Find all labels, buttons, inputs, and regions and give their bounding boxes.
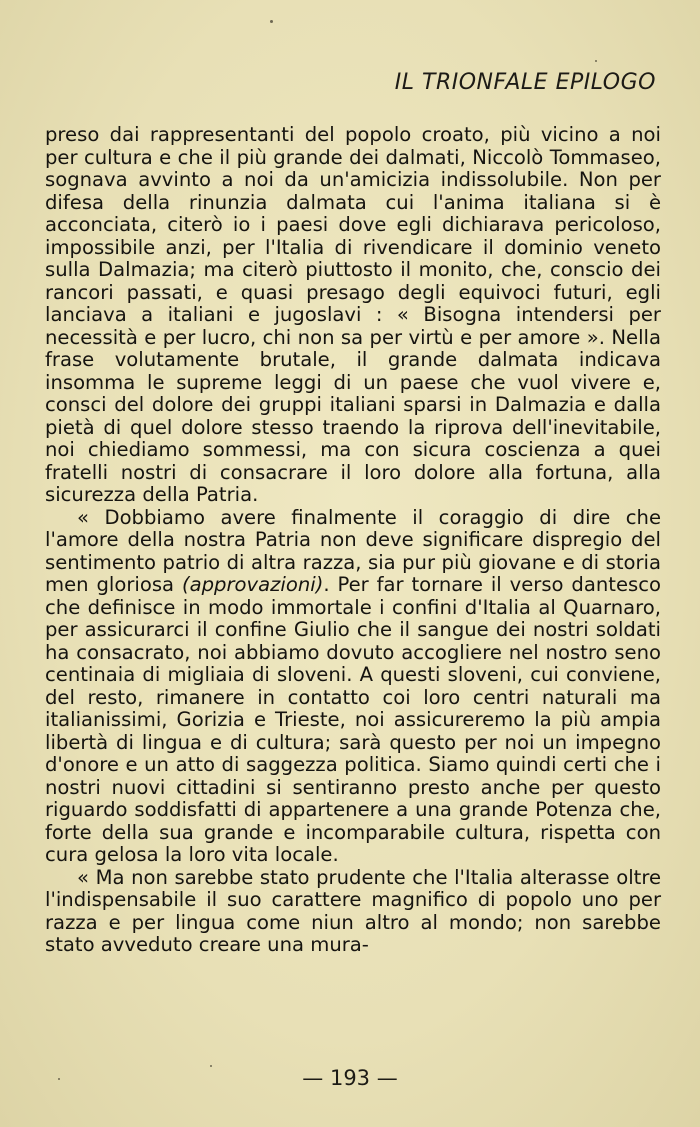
paragraph-2 xyxy=(45,507,661,867)
paragraph-3: « Ma non sarebbe stato prudente che l'Italia alterasse oltre l'indispensabile il suo carattere magnifico di popolo uno per razza e per lingua come niun altro al mondo; non sarebbe stato avveduto creare una mura- xyxy=(45,865,661,956)
paragraph-2-part-1: « Dobbiamo avere finalmente il coraggio di dire che l'amore della nostra Patria non deve significare dispregio del sentimento patrio di altra razza, sia pur più giovane e di storia men gloriosa xyxy=(45,505,661,596)
approvazioni-annotation: (approvazioni) xyxy=(181,573,324,596)
page-number: — 193 — xyxy=(302,1066,398,1090)
print-speck xyxy=(595,60,597,62)
print-speck xyxy=(270,20,273,23)
paragraph-2-part-2: . Per far tornare il verso dantesco che definisce in modo immortale i confini d'Italia al Quarnaro, per assicurarci il confine Giulio che il sangue dei nostri soldati ha consacrato, noi abbiamo dovuto accogliere nel nostro seno centinaia di migliaia di sloveni. A questi sloveni, cui conviene, del resto, rimanere in contatto coi loro centri naturali ma italianissimi, Gorizia e Trieste, noi assicureremo la più ampia libertà di lingua e di cultura; sarà questo per noi un impegno d'onore e un atto di saggezza politica. Siamo quindi certi che i nostri nuovi cittadini si sentiranno presto anche per questo riguardo soddisfatti di appartenere a una grande Potenza che, forte della sua grande e incomparabile cultura, rispetta con cura gelosa la loro vita locale. xyxy=(45,573,661,866)
paragraph-1: preso dai rappresentanti del popolo croato, più vicino a noi per cultura e che il più grande dei dalmati, Niccolò Tommaseo, sognava avvinto a noi da un'amicizia indissolubile. Non per difesa della rinunzia dalmata cui l'anima italiana si è acconciata, citerò io i paesi dove egli dichiarava pericoloso, impossibile anzi, per l'Italia di rivendicare il dominio veneto sulla Dalmazia; ma citerò piuttosto il monito, che, conscio dei rancori passati, e quasi presago degli equivoci futuri, egli lanciava a italiani e jugoslavi : « Bisogna intendersi per necessità e per lucro, chi non sa per virtù e per amore ». Nella frase volutamente brutale, il grande dalmata indicava insomma le supreme leggi di un paese che vuol vivere e, consci del dolore dei gruppi italiani sparsi in Dalmazia e dalla pietà di quel dolore stesso traendo la riprova dell'inevitabile, noi chiediamo sommessi, ma con sicura coscienza a quei fratelli nostri di consacrare il loro dolore alla fortuna, alla sicurezza della Patria. xyxy=(45,123,661,506)
running-header: IL TRIONFALE EPILOGO xyxy=(394,70,656,95)
body-text xyxy=(45,124,661,957)
